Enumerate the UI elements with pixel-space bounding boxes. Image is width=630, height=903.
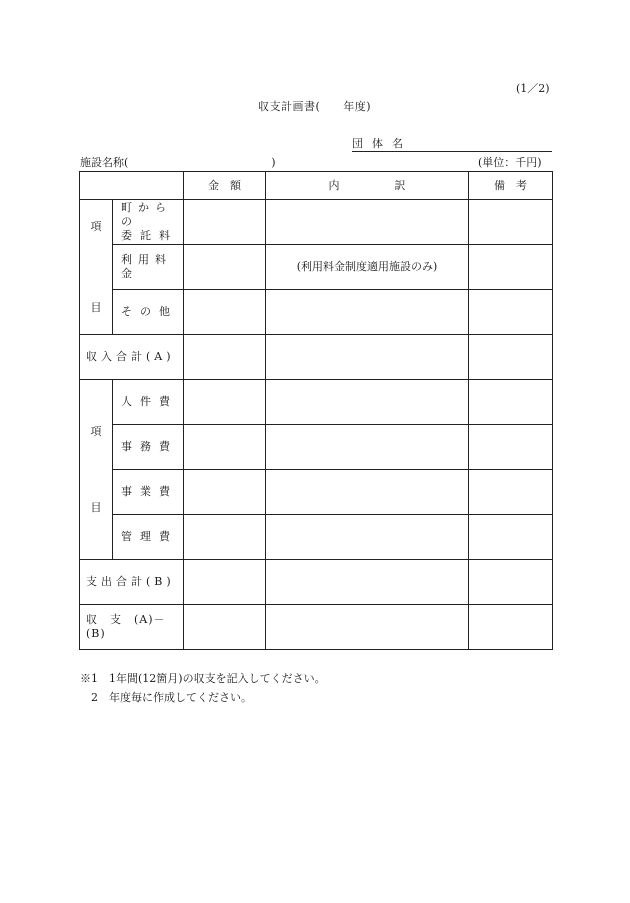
column-header-amount — [184, 172, 266, 200]
personnel-label-text: 人件費 — [121, 395, 178, 408]
income-total-text: 収入合計(A) — [86, 350, 175, 363]
expense-remarks-cell[interactable] — [469, 470, 553, 515]
balance-detail-cell[interactable] — [266, 605, 469, 650]
income-total-row — [80, 335, 553, 380]
income-detail-cell[interactable] — [266, 290, 469, 335]
detail-header-text: 内 訳 — [328, 178, 406, 192]
expense-detail-cell[interactable] — [266, 515, 469, 560]
income-total-remarks-cell[interactable] — [469, 335, 553, 380]
income-amount-cell[interactable] — [184, 290, 266, 335]
column-header-remarks — [469, 172, 553, 200]
document-title: 収支計画書( 年度) — [258, 100, 372, 113]
expense-total-label — [80, 560, 184, 605]
expense-detail-cell[interactable] — [266, 425, 469, 470]
income-label-usage-fee — [113, 245, 184, 290]
expense-label-personnel — [113, 380, 184, 425]
income-row-commission — [80, 200, 553, 245]
expense-total-detail-cell[interactable] — [266, 560, 469, 605]
expense-amount-cell[interactable] — [184, 425, 266, 470]
usage-fee-detail-text: (利用料金制度適用施設のみ) — [296, 260, 438, 273]
expense-row-project — [80, 470, 553, 515]
expense-row-management — [80, 515, 553, 560]
income-expense-table — [79, 171, 553, 650]
expense-item-side-label — [80, 380, 113, 560]
income-side-char-2: 目 — [90, 300, 102, 314]
expense-remarks-cell[interactable] — [469, 380, 553, 425]
expense-label-project — [113, 470, 184, 515]
income-label-commission — [113, 200, 184, 245]
organization-underline — [352, 151, 552, 152]
income-label-other — [113, 290, 184, 335]
header-blank-cell — [80, 172, 184, 200]
office-label-text: 事務費 — [121, 440, 178, 453]
header-row — [80, 172, 553, 200]
income-remarks-cell[interactable] — [469, 290, 553, 335]
expense-side-char-1: 項 — [90, 424, 102, 438]
balance-remarks-cell[interactable] — [469, 605, 553, 650]
remarks-header-text: 備 考 — [494, 178, 527, 192]
income-row-usage-fee — [80, 245, 553, 290]
income-amount-cell[interactable] — [184, 200, 266, 245]
income-detail-cell[interactable] — [266, 200, 469, 245]
expense-amount-cell[interactable] — [184, 515, 266, 560]
income-total-detail-cell[interactable] — [266, 335, 469, 380]
commission-label-line2: 委託料 — [121, 229, 178, 242]
expense-amount-cell[interactable] — [184, 470, 266, 515]
expense-label-office — [113, 425, 184, 470]
column-header-detail — [266, 172, 469, 200]
other-label-text: その他 — [121, 305, 178, 318]
balance-amount-cell[interactable] — [184, 605, 266, 650]
note-2: 2 年度毎に作成してください。 — [91, 691, 252, 704]
income-detail-cell[interactable] — [266, 245, 469, 290]
expense-side-char-2: 目 — [90, 500, 102, 514]
unit-label: (単位：千円) — [478, 156, 542, 169]
expense-total-amount-cell[interactable] — [184, 560, 266, 605]
expense-amount-cell[interactable] — [184, 380, 266, 425]
expense-row-office — [80, 425, 553, 470]
project-label-text: 事業費 — [121, 485, 178, 498]
expense-total-remarks-cell[interactable] — [469, 560, 553, 605]
commission-label-line1: 町からの — [121, 201, 172, 228]
income-remarks-cell[interactable] — [469, 200, 553, 245]
income-row-other — [80, 290, 553, 335]
expense-detail-cell[interactable] — [266, 470, 469, 515]
expense-label-management — [113, 515, 184, 560]
note-1: ※1 1年間(12箇月)の収支を記入してください。 — [80, 672, 326, 685]
income-remarks-cell[interactable] — [469, 245, 553, 290]
income-total-amount-cell[interactable] — [184, 335, 266, 380]
income-side-char-1: 項 — [90, 219, 102, 233]
expense-remarks-cell[interactable] — [469, 515, 553, 560]
income-total-label — [80, 335, 184, 380]
expense-remarks-cell[interactable] — [469, 425, 553, 470]
organization-label: 団体名 — [352, 137, 412, 150]
expense-detail-cell[interactable] — [266, 380, 469, 425]
facility-name-label: 施設名称( ) — [80, 156, 276, 169]
management-label-text: 管理費 — [121, 530, 178, 543]
usage-fee-label-text: 利用料金 — [121, 253, 172, 280]
balance-row — [80, 605, 553, 650]
balance-text: 収 支 (A)－(B) — [86, 613, 166, 640]
amount-header-text: 金 額 — [208, 178, 241, 192]
expense-total-text: 支出合計(B) — [86, 575, 175, 588]
expense-row-personnel — [80, 380, 553, 425]
income-item-side-label — [80, 200, 113, 335]
income-amount-cell[interactable] — [184, 245, 266, 290]
balance-label — [80, 605, 184, 650]
page-number: (1／2) — [516, 82, 550, 95]
expense-total-row — [80, 560, 553, 605]
